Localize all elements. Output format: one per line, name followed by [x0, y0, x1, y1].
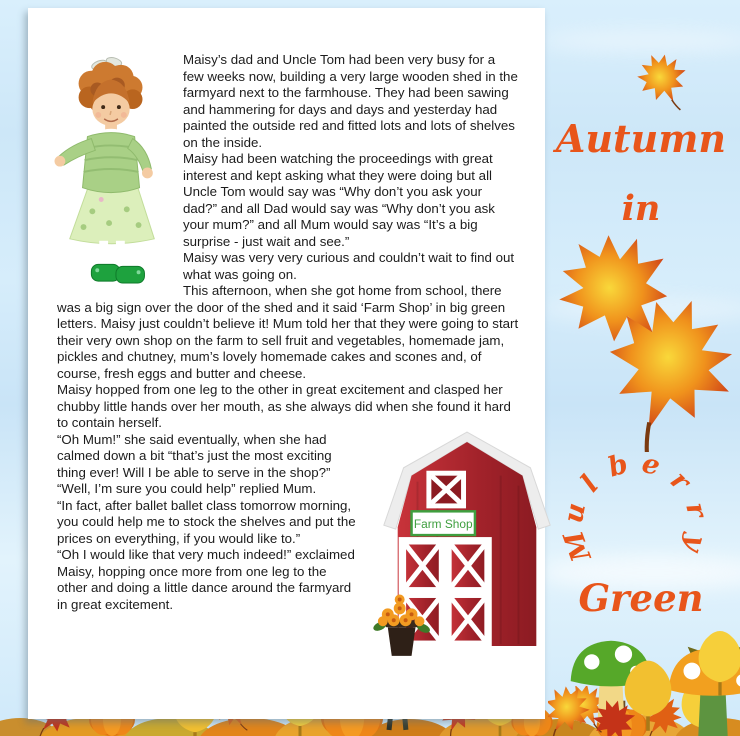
arc-letter: e	[638, 447, 664, 483]
farm-shop-sign-label: Farm Shop	[413, 516, 473, 531]
story-paragraph: Maisy’s dad and Uncle Tom had been very busy for a few weeks now, building a very large wooden shed in the farmyard next to the farmhouse. They had been sawing and hammering for days and days and yesterday had painted the outside red and fitted lots and lots of shelves on the inside.	[183, 52, 518, 150]
autumn-leaves-icon	[548, 598, 740, 736]
arc-letter: M	[558, 526, 598, 566]
story-card	[28, 8, 545, 719]
story-paragraph: “In fact, after ballet ballet class tomorrow morning, you could help me to stock the shelves and put the prices on everything, if you would like to.”	[57, 497, 356, 546]
doll-illustration	[47, 54, 181, 286]
story-paragraph: “Well, I’m sure you could help” replied Mum.	[57, 481, 317, 496]
story-paragraph: Maisy had been watching the proceedings with great interest and kept asking what they were doing but all Uncle Tom would say was “Why don’t you ask your dad?” and all Dad would say was “Why don’t you ask your mum?” and all Mum would say was “It’s a big surprise - just wait and see.”	[183, 151, 495, 249]
story-paragraph: Maisy was very very curious and couldn’t wait to find out what was going on.	[183, 250, 515, 282]
arc-letter: r	[679, 499, 713, 521]
arc-letter: b	[604, 448, 632, 484]
sidebar-word-in: in	[621, 188, 661, 229]
sidebar-word-autumn: Autumn	[555, 116, 727, 161]
story-paragraph: “Oh I would like that very much indeed!” exclaimed Maisy, hopping once more from one leg to the other and doing a little dance around the farmyard in great excitement.	[57, 547, 355, 612]
story-paragraph: This afternoon, when she got home from school, there was a big sign over the door of the shed and it said ‘Farm Shop’ in big green letters. Maisy just couldn’t believe it! Mum told her that they were going to start their very own shop on the farm to sell fruit and vegetables, homemade jam, pickles and chutney, mum’s lovely homemade cakes and scones and, of course, fresh eggs and butter and cheese.	[57, 283, 519, 381]
arc-letter: u	[557, 500, 593, 526]
arc-letter: y	[677, 530, 713, 556]
maple-leaf-icon	[614, 44, 710, 124]
story-text	[57, 52, 519, 613]
arc-letter: r	[664, 465, 696, 497]
story-paragraph: Maisy hopped from one leg to the other in great excitement and clasped her chubby little hands over her mouth, as she always did when she found it hard to contain herself.	[57, 382, 511, 430]
arc-letter: l	[575, 469, 605, 499]
sidebar-word-green: Green	[578, 576, 704, 620]
barn-illustration	[366, 430, 544, 654]
story-paragraph: “Oh Mum!” she said eventually, when she had calmed down a bit “that’s just the most exciting thing ever! Will I be able to serve in the shop?”	[57, 431, 332, 480]
maple-leaves-icon	[548, 226, 740, 452]
